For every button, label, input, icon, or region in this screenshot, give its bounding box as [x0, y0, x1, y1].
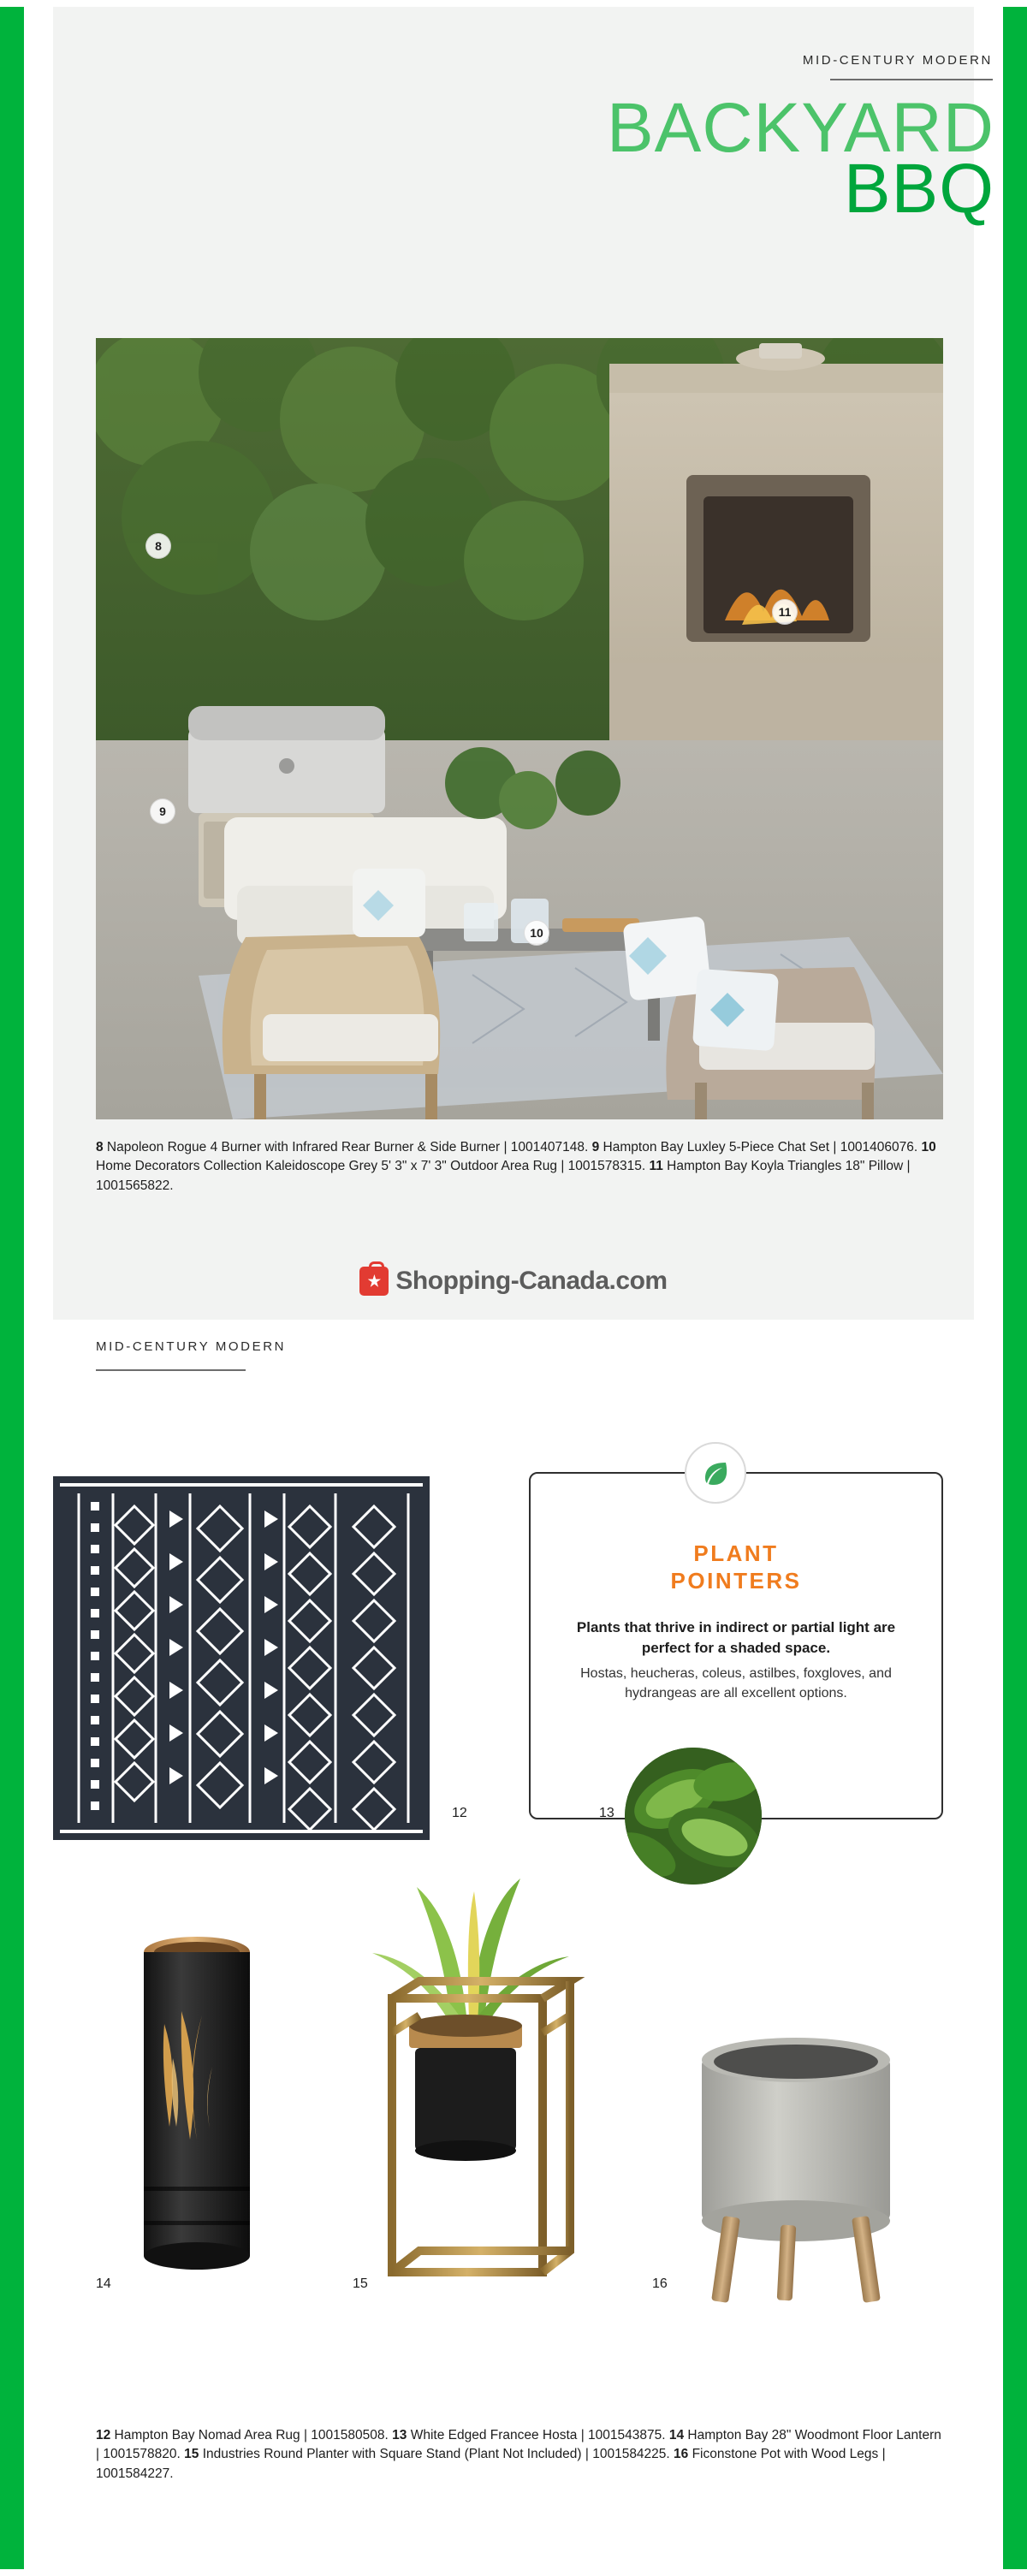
bottom-kicker: MID-CENTURY MODERN — [96, 1339, 287, 1354]
bottom-white-edge — [0, 2569, 1027, 2576]
plant-pointers-body: Hostas, heucheras, coleus, astilbes, foxgloves, and hydrangeas are all excellent options. — [580, 1666, 892, 1701]
hero-callout-9: 9 — [150, 798, 175, 824]
leaf-icon — [685, 1442, 746, 1504]
plant-pointers-title-line-2: POINTERS — [670, 1567, 802, 1594]
product-number-12: 12 — [452, 1806, 467, 1820]
caption-num-10: 10 — [921, 1140, 936, 1154]
product-image-ficonstone-pot-wood-legs — [676, 2024, 916, 2306]
shopping-bag-maple-leaf-icon — [359, 1267, 389, 1296]
page-title — [606, 89, 994, 229]
product-number-15: 15 — [353, 2276, 368, 2291]
product-number-13: 13 — [599, 1806, 614, 1820]
caption-text-8: Napoleon Rogue 4 Burner with Infrared Rear Burner & Side Burner | 1001407148. — [103, 1140, 592, 1154]
caption-num-13: 13 — [392, 2428, 407, 2442]
headline-line-1: BACKYARD — [606, 89, 994, 167]
caption-text-12: Hampton Bay Nomad Area Rug | 1001580508. — [110, 2428, 393, 2442]
caption-num-15: 15 — [184, 2447, 199, 2462]
bottom-caption — [96, 2426, 943, 2484]
product-image-woodmont-floor-lantern — [120, 1930, 274, 2289]
caption-num-11: 11 — [649, 1159, 663, 1174]
plant-pointers-title — [529, 1540, 943, 1594]
caption-text-14: Hampton Bay 28" Woodmont Floor Lantern | 1001578820. — [96, 2428, 941, 2462]
hero-callout-10: 10 — [524, 920, 549, 946]
top-caption — [96, 1138, 943, 1196]
caption-text-9: Hampton Bay Luxley 5-Piece Chat Set | 1001406076. — [599, 1140, 922, 1154]
caption-num-9: 9 — [591, 1140, 600, 1154]
caption-num-12: 12 — [96, 2428, 111, 2442]
caption-text-15: Industries Round Planter with Square Stand (Plant Not Included) | 1001584225. — [199, 2447, 674, 2462]
caption-num-16: 16 — [674, 2447, 689, 2462]
hero-callout-11: 11 — [772, 599, 798, 625]
product-image-nomad-area-rug — [53, 1476, 430, 1840]
caption-text-13: White Edged Francee Hosta | 1001543875. — [407, 2428, 669, 2442]
caption-num-8: 8 — [96, 1140, 104, 1154]
hero-patio-photo — [96, 338, 943, 1119]
caption-num-14: 14 — [668, 2428, 685, 2442]
product-image-round-planter-square-stand — [342, 1861, 591, 2306]
product-number-14: 14 — [96, 2276, 111, 2291]
top-kicker: MID-CENTURY MODERN — [802, 53, 993, 68]
product-image-francee-hosta — [625, 1748, 762, 1885]
headline-line-2: BBQ — [843, 150, 994, 229]
top-kicker-rule — [830, 79, 993, 80]
hero-callout-8: 8 — [145, 533, 171, 559]
site-logo-text: Shopping-Canada.com — [395, 1267, 668, 1295]
bottom-kicker-rule — [96, 1369, 246, 1371]
top-white-edge — [0, 0, 1027, 7]
product-number-16: 16 — [652, 2276, 668, 2291]
caption-text-11: Hampton Bay Koyla Triangles 18" Pillow | 1001565822. — [96, 1159, 911, 1193]
plant-pointers-title-line-1: PLANT — [693, 1540, 779, 1566]
caption-text-16: Ficonstone Pot with Wood Legs | 1001584227. — [96, 2447, 886, 2481]
plant-pointers-subtitle: Plants that thrive in indirect or partial light are perfect for a shaded space. — [576, 1619, 896, 1656]
site-logo[interactable] — [0, 1267, 1027, 1296]
caption-text-10: Home Decorators Collection Kaleidoscope Grey 5' 3" x 7' 3" Outdoor Area Rug | 1001578315. — [96, 1159, 650, 1174]
